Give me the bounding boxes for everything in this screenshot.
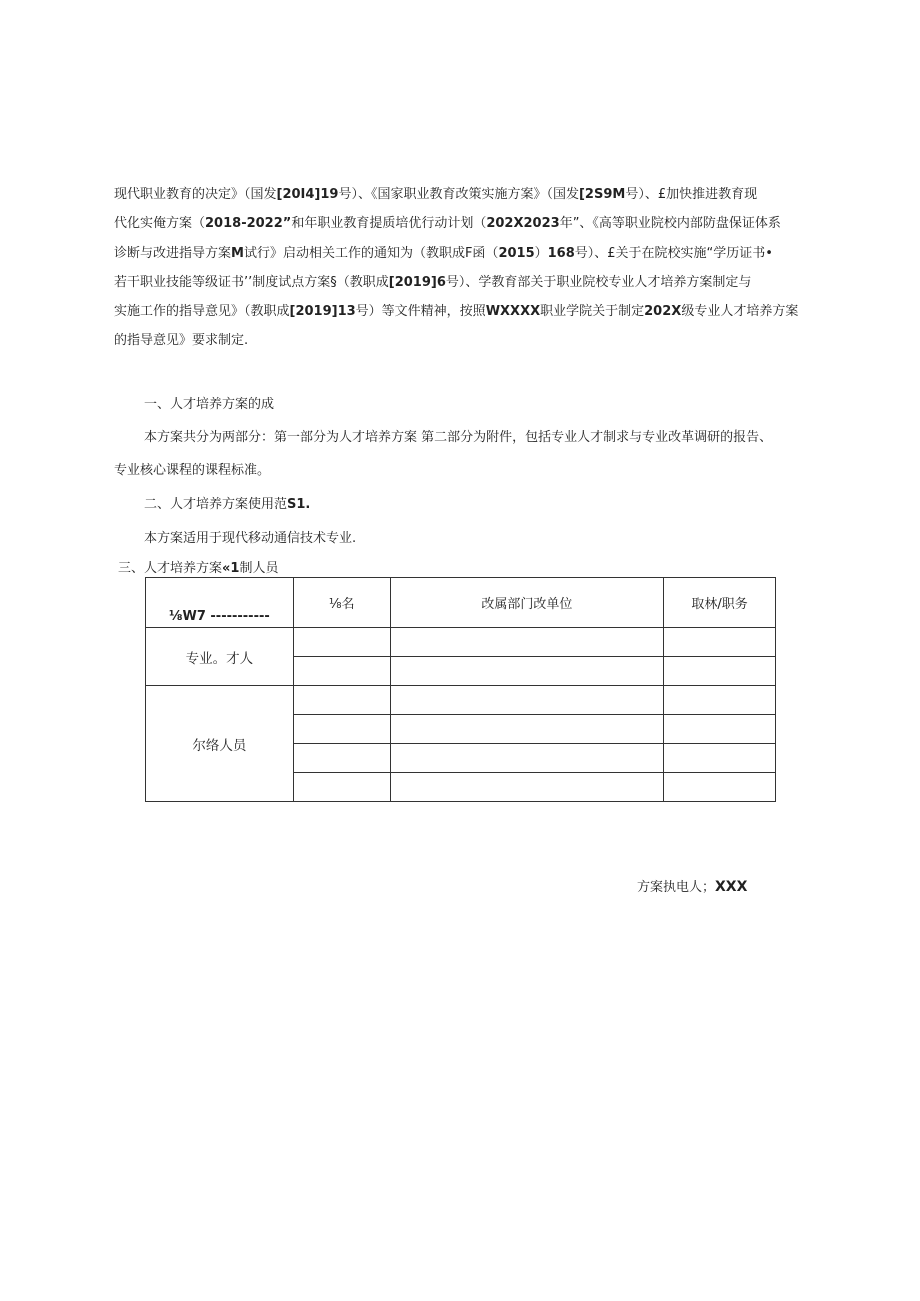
text-segment: 若干职业技能等级证书’’制度试点方案§（教职成	[114, 274, 389, 290]
text-segment: 的指导意见》要求制定.	[114, 333, 249, 349]
text-segment: 代化实俺方案（	[114, 216, 206, 232]
intro-paragraph-line	[114, 246, 773, 261]
bold-text-segment: 2015	[498, 245, 535, 261]
text-segment: 现代职业教育的决定》（国发	[114, 187, 277, 202]
header-name: ⅛名	[293, 578, 390, 628]
table-cell	[390, 686, 664, 715]
table-cell	[293, 686, 390, 715]
signature-name: XXX	[715, 879, 748, 895]
section-1-body-line-1: 本方案共分为两部分：第一部分为人才培养方案 第二部分为附件，包括专业人才制求与专业改革调研的报告、	[144, 430, 773, 445]
text-segment: 职业学院关于制定	[540, 304, 645, 320]
table-cell	[664, 686, 776, 715]
header-position: 取林/职务	[664, 578, 776, 628]
header-category: ⅛W7 -----------	[146, 578, 294, 628]
text-segment: 号）、学教育部关于职业院校专业人才培养方案制定与	[445, 274, 752, 290]
bold-text-segment: 2018-2022”	[205, 216, 292, 232]
table-cell	[293, 657, 390, 686]
intro-paragraph-line	[114, 216, 781, 231]
bold-text-segment: M	[231, 245, 244, 261]
intro-paragraph-line	[114, 187, 757, 202]
bold-text-segment: [2S9M	[578, 187, 626, 202]
signature-line	[637, 876, 747, 895]
text-segment: 号）、《国家职业教育改策实施方案》（国发	[338, 187, 579, 202]
table-cell	[664, 773, 776, 802]
table-cell	[390, 628, 664, 657]
section-3-heading: 三、人才培养方案«1制人员	[118, 561, 279, 576]
bold-text-segment: 202X	[644, 304, 682, 320]
section-1-body-line-2: 专业核心课程的课程标准。	[114, 463, 271, 478]
table-row	[146, 686, 776, 715]
intro-paragraph	[114, 180, 814, 356]
table-cell	[293, 744, 390, 773]
text-segment: 诊断与改进指导方案	[114, 245, 232, 261]
table-cell	[390, 773, 664, 802]
table-cell	[390, 715, 664, 744]
table-cell	[664, 715, 776, 744]
bold-text-segment: [2019]6	[388, 274, 446, 290]
text-segment: 号）、£加快推进教育现	[625, 187, 758, 202]
table-header-row	[146, 578, 776, 628]
header-department: 改属部门改单位	[390, 578, 664, 628]
bold-text-segment: [2019]13	[289, 304, 356, 320]
table-row	[146, 628, 776, 657]
table-cell	[293, 628, 390, 657]
table-cell	[293, 715, 390, 744]
bold-text-segment: [20I4]19	[276, 187, 339, 202]
intro-paragraph-line	[114, 333, 248, 348]
bold-text-segment: 168	[547, 245, 575, 261]
group-1-label: 专业。才人	[146, 628, 294, 686]
section-1-heading: 一、人才培养方案的成	[144, 397, 275, 412]
text-segment: 号）、£关于在院校实施“学历证书•	[574, 245, 773, 261]
table-cell	[664, 628, 776, 657]
intro-paragraph-line	[114, 275, 751, 290]
text-segment: ）	[534, 245, 548, 261]
group-2-label: 尔络人员	[146, 686, 294, 802]
section-2-body: 本方案适用于现代移动通信技术专业.	[144, 531, 357, 546]
section-2-heading: 二、人才培养方案使用范S1.	[144, 497, 311, 512]
text-segment: 号）等文件精神，按照	[355, 304, 486, 320]
intro-paragraph-line	[114, 304, 798, 319]
signature-label: 方案执电人；	[637, 880, 716, 895]
table-cell	[293, 773, 390, 802]
text-segment: 级专业人才培养方案	[681, 304, 799, 320]
text-segment: 实施工作的指导意见》（教职成	[114, 304, 290, 320]
bold-text-segment: WXXXX	[485, 304, 541, 320]
text-segment: 试行》启动相关工作的通知为（教职成F函（	[243, 245, 499, 261]
text-segment: 和年职业教育提质培优行动计划（	[291, 216, 487, 232]
table-cell	[390, 657, 664, 686]
table-cell	[664, 657, 776, 686]
table-cell	[664, 744, 776, 773]
text-segment: 年”、《高等职业院校内部防盘保证体系	[559, 216, 781, 232]
table-cell	[390, 744, 664, 773]
roster-table	[145, 577, 776, 802]
bold-text-segment: 202X2023	[486, 216, 560, 232]
